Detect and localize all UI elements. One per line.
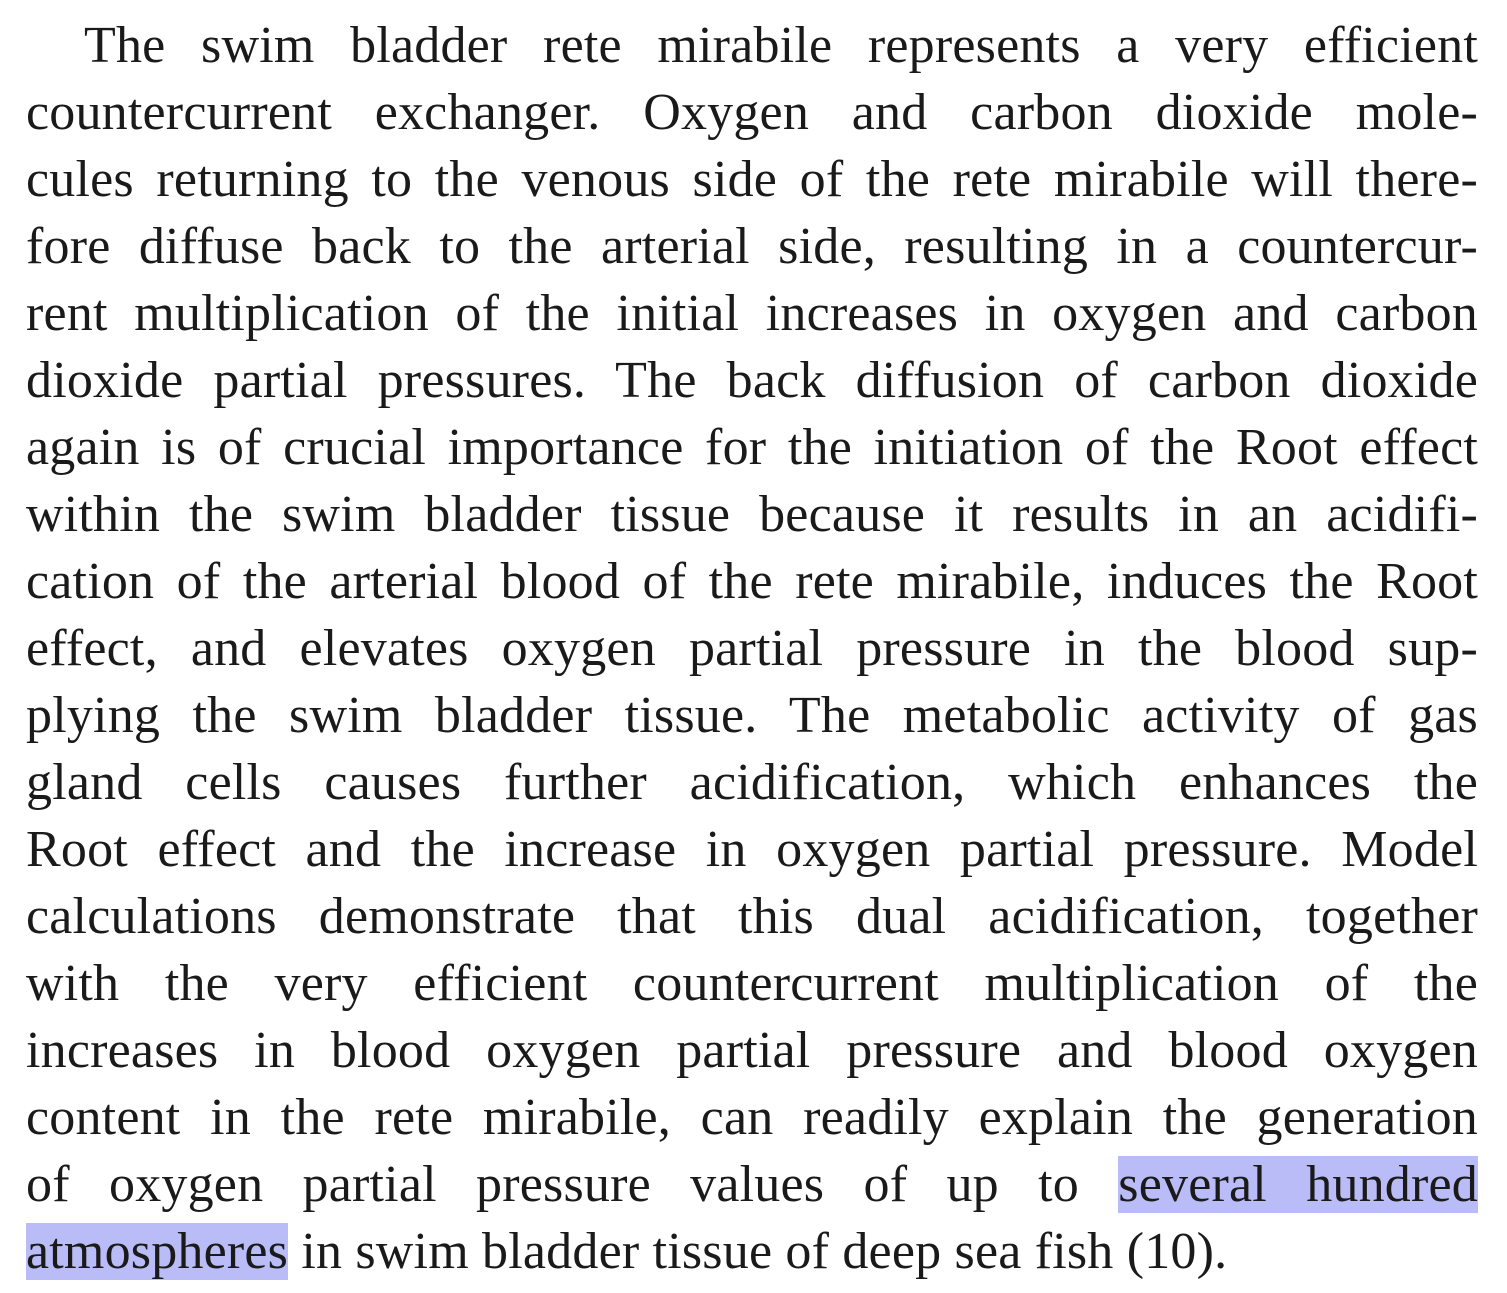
highlighted-text[interactable]: several hundred	[1118, 1156, 1478, 1213]
text-line: calculations demonstrate that this dual acidification, together	[26, 888, 1478, 945]
text-line	[26, 1151, 1478, 1218]
text-line: countercurrent exchanger. Oxygen and carbon dioxide mole-	[26, 84, 1478, 141]
text-line: content in the rete mirabile, can readily explain the generation	[26, 1089, 1478, 1146]
text-line: effect, and elevates oxygen partial pressure in the blood sup-	[26, 620, 1478, 677]
text-line	[26, 1218, 1478, 1285]
text-span: of oxygen partial pressure values of up to	[26, 1156, 1119, 1213]
text-line: dioxide partial pressures. The back diffusion of carbon dioxide	[26, 352, 1478, 409]
text-span: in swim bladder tissue of deep sea fish (10).	[288, 1223, 1228, 1280]
text-line: Root effect and the increase in oxygen partial pressure. Model	[26, 821, 1478, 878]
text-line: rent multiplication of the initial increases in oxygen and carbon	[26, 285, 1478, 342]
text-line: increases in blood oxygen partial pressure and blood oxygen	[26, 1022, 1478, 1079]
highlighted-text[interactable]: atmospheres	[26, 1223, 289, 1280]
text-line: The swim bladder rete mirabile represents a very efficient	[84, 17, 1478, 74]
text-line: cation of the arterial blood of the rete mirabile, induces the Root	[26, 553, 1478, 610]
text-line: cules returning to the venous side of the rete mirabile will there-	[26, 151, 1478, 208]
text-line: plying the swim bladder tissue. The metabolic activity of gas	[26, 687, 1478, 744]
text-line: gland cells causes further acidification, which enhances the	[26, 754, 1478, 811]
text-line: fore diffuse back to the arterial side, resulting in a countercur-	[26, 218, 1478, 275]
text-line: again is of crucial importance for the initiation of the Root effect	[26, 419, 1478, 476]
paragraph	[26, 12, 1478, 1285]
text-line: with the very efficient countercurrent multiplication of the	[26, 955, 1478, 1012]
text-line: within the swim bladder tissue because it results in an acidifi-	[26, 486, 1478, 543]
